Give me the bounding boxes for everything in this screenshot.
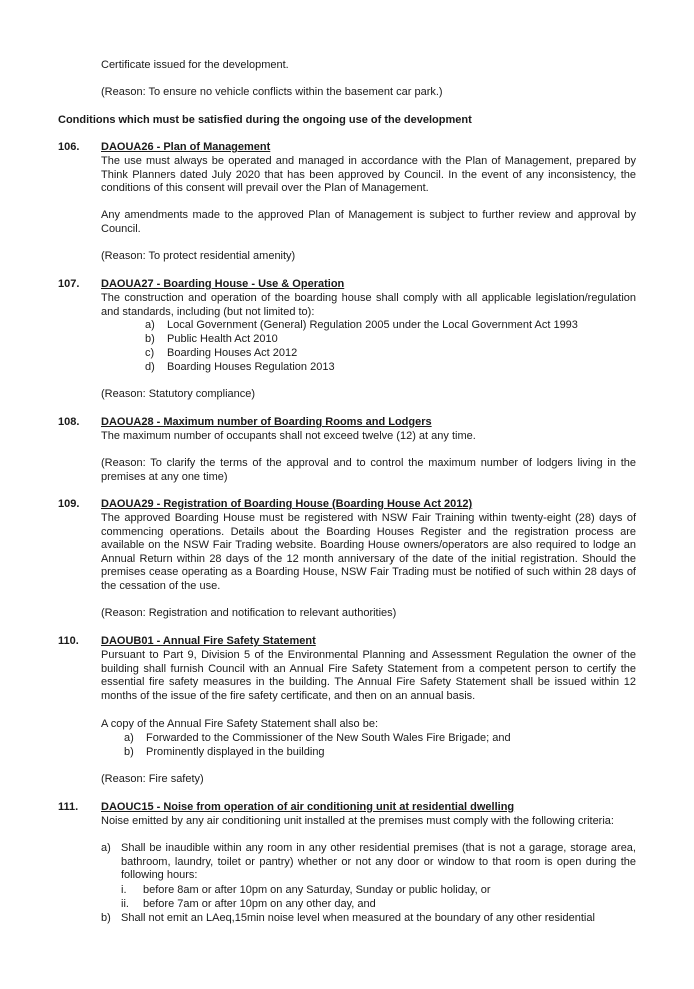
condition-106-para2: Any amendments made to the approved Plan of Management is subject to further review and approval by Council. (101, 209, 636, 235)
list-marker: a) (124, 732, 134, 744)
list-marker: d) (145, 361, 155, 373)
condition-108-para1: The maximum number of occupants shall not exceed twelve (12) at any time. (101, 430, 476, 442)
certificate-line: Certificate issued for the development. (101, 59, 289, 71)
list-marker: c) (145, 347, 155, 359)
condition-number-106: 106. (58, 141, 80, 153)
list-text: Forwarded to the Commissioner of the New South Wales Fire Brigade; and (146, 732, 511, 744)
list-text: before 7am or after 10pm on any other day, and (143, 898, 376, 910)
condition-title-111: DAOUC15 - Noise from operation of air conditioning unit at residential dwelling (101, 801, 515, 813)
condition-number-111: 111. (58, 801, 79, 813)
list-text: Prominently displayed in the building (146, 746, 325, 758)
list-marker: b) (124, 746, 134, 758)
condition-110-para1: Pursuant to Part 9, Division 5 of the Environmental Planning and Assessment Regulation the owner of the building shall furnish Council with an Annual Fire Safety Statement from a competent person to certify the essential fire safety measures in the building. The Annual Fire Safety Statement shall be issued within 12 months of the issue of the fire safety certificate, and then on an annual basis. (101, 649, 636, 702)
list-marker: i. (121, 884, 127, 896)
condition-title-107: DAOUA27 - Boarding House - Use & Operation (101, 278, 345, 290)
condition-108-reason: (Reason: To clarify the terms of the approval and to control the maximum number of lodgers living in the premises at any one time) (101, 457, 636, 483)
list-item (145, 319, 645, 333)
list-marker: ii. (121, 898, 129, 910)
condition-106-reason: (Reason: To protect residential amenity) (101, 250, 296, 262)
list-text: Boarding Houses Act 2012 (167, 347, 298, 359)
list-item (145, 361, 645, 375)
list-marker: b) (145, 333, 155, 345)
list-item (121, 884, 636, 898)
condition-title-109: DAOUA29 - Registration of Boarding House (Boarding House Act 2012) (101, 498, 473, 510)
list-item (124, 732, 644, 746)
condition-title-110: DAOUB01 - Annual Fire Safety Statement (101, 635, 316, 647)
list-marker: b) (101, 912, 111, 924)
list-item (145, 333, 645, 347)
condition-110-para2: A copy of the Annual Fire Safety Statement shall also be: (101, 718, 378, 730)
condition-title-106: DAOUA26 - Plan of Management (101, 141, 271, 153)
list-marker: a) (145, 319, 155, 331)
condition-106-para1: The use must always be operated and managed in accordance with the Plan of Management, prepared by Think Planners dated July 2020 that has been approved by Council. In the event of any inconsistency, the conditions of this consent will prevail over the Plan of Management. (101, 155, 636, 195)
list-item (145, 347, 645, 361)
section-heading: Conditions which must be satisfied during the ongoing use of the development (58, 114, 472, 126)
list-item (124, 746, 644, 760)
condition-number-109: 109. (58, 498, 80, 510)
condition-title-108: DAOUA28 - Maximum number of Boarding Rooms and Lodgers (101, 416, 432, 428)
condition-109-reason: (Reason: Registration and notification to relevant authorities) (101, 607, 397, 619)
condition-number-110: 110. (58, 635, 79, 647)
list-text: Shall be inaudible within any room in any other residential premises (that is not a garage, storage area, bathroom, laundry, toilet or pantry) whether or not any door or window to that room is open during the following hours: (121, 842, 636, 882)
reason-carpark: (Reason: To ensure no vehicle conflicts within the basement car park.) (101, 86, 443, 98)
list-text: Boarding Houses Regulation 2013 (167, 361, 335, 373)
condition-number-107: 107. (58, 278, 80, 290)
condition-107-reason: (Reason: Statutory compliance) (101, 388, 256, 400)
list-item (101, 912, 641, 926)
condition-111-para1: Noise emitted by any air conditioning unit installed at the premises must comply with the following criteria: (101, 815, 614, 827)
condition-110-reason: (Reason: Fire safety) (101, 773, 204, 785)
condition-109-para1: The approved Boarding House must be registered with NSW Fair Training within twenty-eight (28) days of commencing operations. Details about the Boarding Houses Register and the registration process are available on the NSW Fair Trading website. Boarding House owners/operators are also required to lodge an Annual Return within 28 days of the 12 month anniversary of the date of the initial registration. Should the premises cease operating as a Boarding House, NSW Fair Trading must be notified of such within 28 days of the cessation of the use. (101, 512, 636, 592)
list-item (121, 898, 636, 912)
list-text: Public Health Act 2010 (167, 333, 278, 345)
list-item (101, 842, 636, 884)
list-text: Local Government (General) Regulation 2005 under the Local Government Act 1993 (167, 319, 578, 331)
list-text: before 8am or after 10pm on any Saturday, Sunday or public holiday, or (143, 884, 491, 896)
condition-number-108: 108. (58, 416, 80, 428)
condition-107-para1: The construction and operation of the boarding house shall comply with all applicable legislation/regulation and standards, including (but not limited to): (101, 292, 636, 318)
list-marker: a) (101, 842, 111, 854)
list-text: Shall not emit an LAeq,15min noise level when measured at the boundary of any other residential (121, 912, 595, 924)
